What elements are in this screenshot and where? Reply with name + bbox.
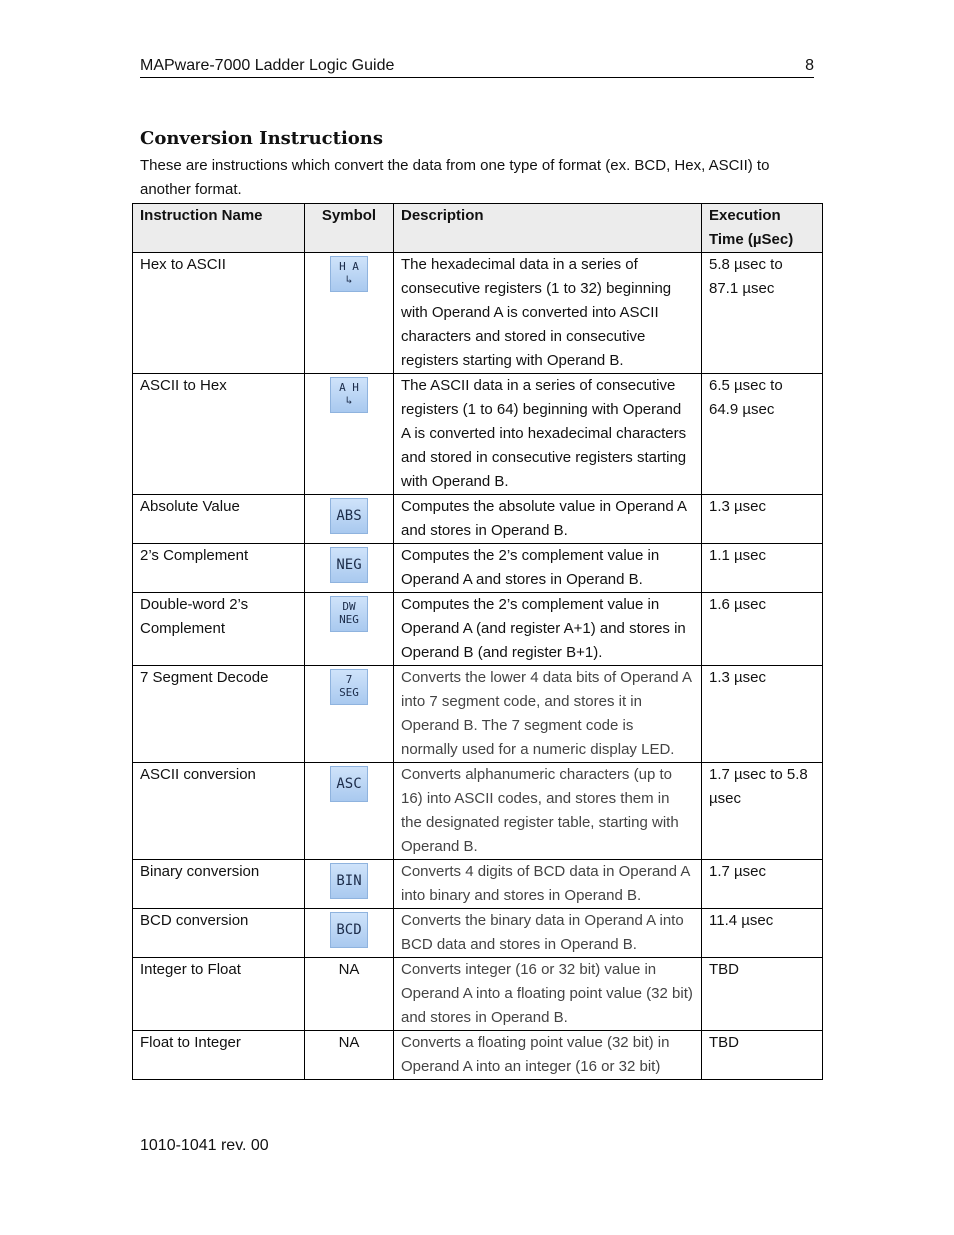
table-row [133, 860, 823, 909]
header-description: Description [394, 204, 702, 253]
instruction-description: The ASCII data in a series of consecutive registers (1 to 64) beginning with Operand A is converted into hexadecimal characters and stored in consecutive registers starting with Operand B. [394, 374, 702, 495]
execution-time: TBD [702, 1031, 823, 1080]
table-header-row [133, 204, 823, 253]
instruction-description: Converts 4 digits of BCD data in Operand A into binary and stores in Operand B. [394, 860, 702, 909]
table-row [133, 666, 823, 763]
instruction-name: Hex to ASCII [133, 253, 305, 374]
table-row [133, 253, 823, 374]
execution-time: 1.3 µsec [702, 666, 823, 763]
table-row [133, 593, 823, 666]
instruction-description: Computes the absolute value in Operand A and stores in Operand B. [394, 495, 702, 544]
execution-time: 1.6 µsec [702, 593, 823, 666]
conversion-instructions-table [132, 203, 823, 1080]
header-execution-time: Execution Time (µSec) [702, 204, 823, 253]
execution-time: 11.4 µsec [702, 909, 823, 958]
neg-icon: NEG [330, 547, 368, 583]
execution-time: TBD [702, 958, 823, 1031]
instruction-description: Computes the 2’s complement value in Operand A (and register A+1) and stores in Operand B (and register B+1). [394, 593, 702, 666]
dw-neg-icon: DW NEG [330, 596, 368, 632]
symbol-na: NA [305, 958, 394, 1031]
instruction-name: 2’s Complement [133, 544, 305, 593]
instruction-description: Computes the 2’s complement value in Operand A and stores in Operand B. [394, 544, 702, 593]
execution-time: 6.5 µsec to 64.9 µsec [702, 374, 823, 495]
instruction-name: Integer to Float [133, 958, 305, 1031]
bin-icon: BIN [330, 863, 368, 899]
instruction-name: BCD conversion [133, 909, 305, 958]
execution-time: 5.8 µsec to 87.1 µsec [702, 253, 823, 374]
instruction-description: The hexadecimal data in a series of consecutive registers (1 to 32) beginning with Operand A is converted into ASCII characters and stored in consecutive registers starting with Operand B. [394, 253, 702, 374]
table-row [133, 495, 823, 544]
table-row [133, 958, 823, 1031]
instruction-description: Converts the lower 4 data bits of Operand A into 7 segment code, and stores it in Operand B. The 7 segment code is normally used for a numeric display LED. [394, 666, 702, 763]
header-symbol: Symbol [305, 204, 394, 253]
instruction-name: Double-word 2’s Complement [133, 593, 305, 666]
abs-icon: ABS [330, 498, 368, 534]
instruction-name: Absolute Value [133, 495, 305, 544]
instruction-description: Converts the binary data in Operand A into BCD data and stores in Operand B. [394, 909, 702, 958]
execution-time: 1.7 µsec to 5.8 µsec [702, 763, 823, 860]
instruction-description: Converts a floating point value (32 bit) in Operand A into an integer (16 or 32 bit) [394, 1031, 702, 1080]
instruction-description: Converts alphanumeric characters (up to 16) into ASCII codes, and stores them in the designated register table, starting with Operand B. [394, 763, 702, 860]
execution-time: 1.3 µsec [702, 495, 823, 544]
table-row [133, 1031, 823, 1080]
instruction-name: Float to Integer [133, 1031, 305, 1080]
table-row [133, 909, 823, 958]
bcd-icon: BCD [330, 912, 368, 948]
document-title: MAPware-7000 Ladder Logic Guide [140, 57, 395, 74]
intro-paragraph: These are instructions which convert the data from one type of format (ex. BCD, Hex, ASCII) to another format. [140, 157, 770, 198]
instruction-name: ASCII conversion [133, 763, 305, 860]
symbol-na: NA [305, 1031, 394, 1080]
seven-seg-icon: 7 SEG [330, 669, 368, 705]
table-row [133, 763, 823, 860]
document-revision: 1010-1041 rev. 00 [140, 1137, 269, 1154]
asc-icon: ASC [330, 766, 368, 802]
page-number: 8 [805, 57, 814, 74]
page-header [140, 57, 814, 78]
section-title: Conversion Instructions [140, 128, 384, 149]
table-row [133, 374, 823, 495]
instruction-description: Converts integer (16 or 32 bit) value in Operand A into a floating point value (32 bit) and stores in Operand B. [394, 958, 702, 1031]
hex-to-ascii-icon: H A ↳ [330, 256, 368, 292]
instruction-name: ASCII to Hex [133, 374, 305, 495]
instruction-name: 7 Segment Decode [133, 666, 305, 763]
instruction-name: Binary conversion [133, 860, 305, 909]
execution-time: 1.7 µsec [702, 860, 823, 909]
ascii-to-hex-icon: A H ↳ [330, 377, 368, 413]
execution-time: 1.1 µsec [702, 544, 823, 593]
table-row [133, 544, 823, 593]
header-instruction-name: Instruction Name [133, 204, 305, 253]
